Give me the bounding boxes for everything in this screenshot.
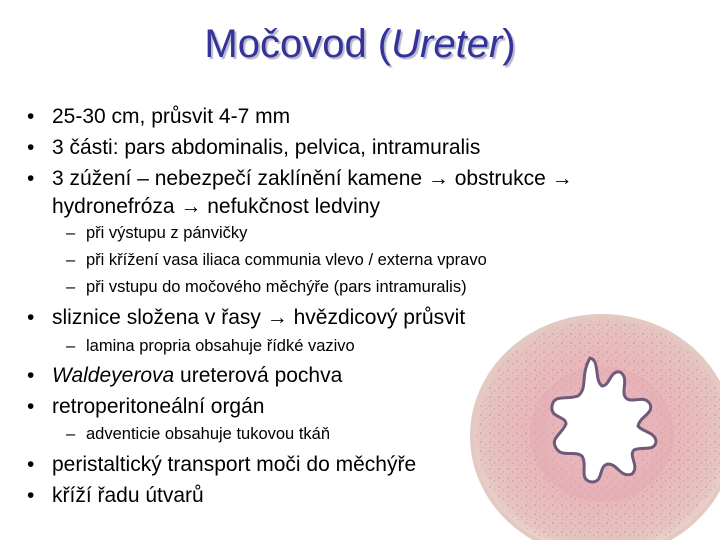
bullet-item: • peristaltický transport moči do měchýře <box>27 453 417 476</box>
slide-title: Močovod (Ureter) <box>204 22 516 66</box>
bullet-item: • 25-30 cm, průsvit 4-7 mm <box>27 105 291 128</box>
sub-item: – lamina propria obsahuje řídké vazivo <box>66 337 355 355</box>
bullet-item: • 3 zúžení – nebezpečí zaklínění kamene → obstrukce → <box>27 167 573 190</box>
bullet-item-continuation: hydronefróza → nefukčnost ledviny <box>52 195 381 218</box>
sub-item: – při křížení vasa iliaca communia vlevo / externa vpravo <box>66 251 487 269</box>
bullet-item: • Waldeyerova ureterová pochva <box>27 364 343 387</box>
sub-item: – při vstupu do močového měchýře (pars intramuralis) <box>66 278 467 296</box>
bullet-item: • 3 části: pars abdominalis, pelvica, intramuralis <box>27 136 481 159</box>
bullet-item: • retroperitoneální orgán <box>27 395 265 418</box>
bullet-item: • kříží řadu útvarů <box>27 484 204 507</box>
bullet-item: • sliznice složena v řasy → hvězdicový průsvit <box>27 306 466 329</box>
sub-item: – při výstupu z pánvičky <box>66 224 248 242</box>
sub-item: – adventicie obsahuje tukovou tkáň <box>66 425 331 443</box>
